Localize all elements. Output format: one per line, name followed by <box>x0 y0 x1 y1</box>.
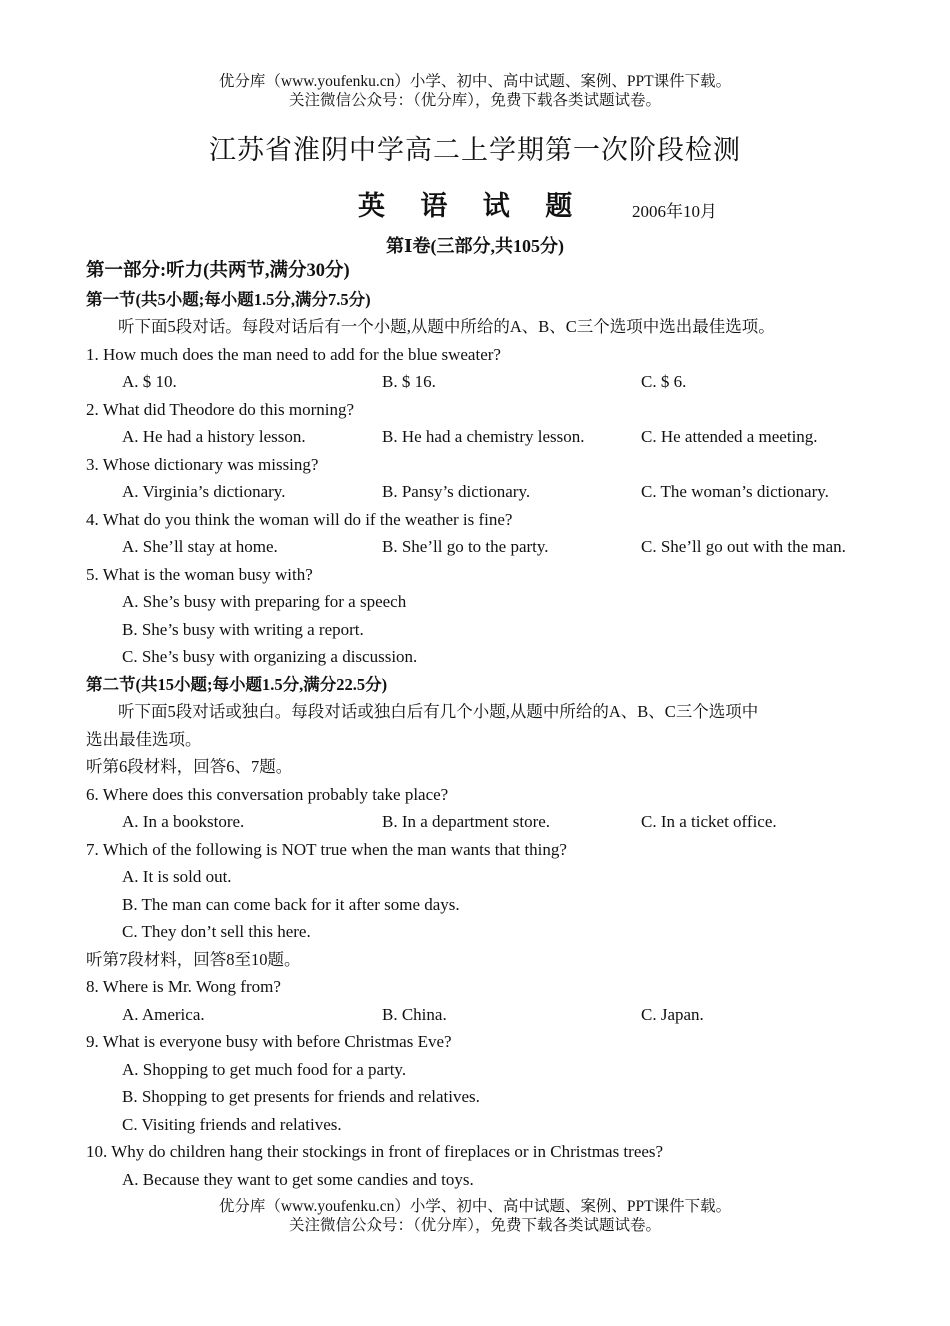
question-options <box>86 478 876 506</box>
question-options <box>86 423 876 451</box>
option-a: A. In a bookstore. <box>122 812 245 831</box>
question-stem: 5. What is the woman busy with? <box>86 564 313 584</box>
option-a: A. Virginia’s dictionary. <box>122 482 286 501</box>
option-a: A. Because they want to get some candies and toys. <box>122 1169 474 1189</box>
option-a: A. $ 10. <box>122 372 177 391</box>
banner-line-1: 优分库（www.youfenku.cn）小学、初中、高中试题、案例、PPT课件下载。 <box>218 1198 732 1215</box>
subject-title: 英 语 试 题 <box>358 191 586 222</box>
option-a: A. Shopping to get much food for a party. <box>122 1059 407 1079</box>
question-options <box>86 533 876 561</box>
question-stem: 10. Why do children hang their stockings in front of fireplaces or in Christmas trees? <box>86 1142 664 1161</box>
banner-line-2: 关注微信公众号：（优分库），免费下载各类试题试卷。 <box>288 92 661 109</box>
option-a: A. America. <box>122 1004 205 1024</box>
exam-content <box>86 258 876 1193</box>
subject-line <box>0 184 950 224</box>
material-6-note: 听第6段材料，回答6、7题。 <box>86 757 293 776</box>
material-7-note: 听第7段材料，回答8至10题。 <box>86 949 301 969</box>
option-b: B. The man can come back for it after some days. <box>122 894 460 914</box>
option-b: B. She’s busy with writing a report. <box>122 619 364 639</box>
option-c: C. In a ticket office. <box>641 812 777 831</box>
header-banner <box>0 72 950 110</box>
option-c: C. She’s busy with organizing a discussion. <box>122 647 418 666</box>
option-b: B. He had a chemistry lesson. <box>382 427 585 446</box>
volume-title: 第Ⅰ卷(三部分,共105分) <box>386 236 564 256</box>
question-options <box>86 1001 876 1029</box>
option-a: A. She’s busy with preparing for a speech <box>122 592 407 611</box>
part1-heading: 第一部分:听力(共两节,满分30分) <box>86 261 350 281</box>
option-b: B. Shopping to get presents for friends and relatives. <box>122 1087 480 1106</box>
option-c: C. Japan. <box>641 1004 704 1024</box>
option-c: C. Visiting friends and relatives. <box>122 1114 342 1134</box>
option-b: B. $ 16. <box>382 372 436 391</box>
question-stem: 6. Where does this conversation probably take place? <box>86 784 449 804</box>
section1-heading: 第一节(共5小题;每小题1.5分,满分7.5分) <box>86 289 371 309</box>
option-a: A. It is sold out. <box>122 867 232 886</box>
option-c: C. The woman’s dictionary. <box>641 482 829 501</box>
option-b: B. China. <box>382 1004 447 1024</box>
option-c: C. She’ll go out with the man. <box>641 537 846 556</box>
banner-line-2: 关注微信公众号：（优分库），免费下载各类试题试卷。 <box>288 1217 661 1234</box>
question-options <box>86 808 876 836</box>
question-stem: 3. Whose dictionary was missing? <box>86 454 319 474</box>
option-a: A. She’ll stay at home. <box>122 537 278 556</box>
section2-heading: 第二节(共15小题;每小题1.5分,满分22.5分) <box>86 674 388 694</box>
question-stem: 1. How much does the man need to add for the blue sweater? <box>86 344 501 364</box>
banner-line-1: 优分库（www.youfenku.cn）小学、初中、高中试题、案例、PPT课件下载。 <box>218 73 732 90</box>
question-stem: 8. Where is Mr. Wong from? <box>86 977 281 996</box>
section2-instruction-line2: 选出最佳选项。 <box>86 729 202 749</box>
question-stem: 9. What is everyone busy with before Christmas Eve? <box>86 1032 452 1051</box>
option-b: B. Pansy’s dictionary. <box>382 482 531 501</box>
option-b: B. She’ll go to the party. <box>382 537 549 556</box>
option-c: C. They don’t sell this here. <box>122 922 311 941</box>
option-c: C. He attended a meeting. <box>641 427 818 446</box>
question-stem: 7. Which of the following is NOT true when the man wants that thing? <box>86 839 567 859</box>
option-c: C. $ 6. <box>641 372 687 391</box>
footer-banner <box>0 1197 950 1235</box>
exam-title: 江苏省淮阴中学高二上学期第一次阶段检测 <box>209 135 741 165</box>
question-stem: 2. What did Theodore do this morning? <box>86 399 355 419</box>
section2-instruction-line1: 听下面5段对话或独白。每段对话或独白后有几个小题,从题中所给的A、B、C三个选项中 <box>118 702 759 721</box>
exam-date: 2006年10月 <box>632 202 717 221</box>
question-options <box>86 368 876 396</box>
option-a: A. He had a history lesson. <box>122 427 306 446</box>
section1-instruction: 听下面5段对话。每段对话后有一个小题,从题中所给的A、B、C三个选项中选出最佳选项。 <box>118 317 775 336</box>
question-stem: 4. What do you think the woman will do if the weather is fine? <box>86 509 513 529</box>
option-b: B. In a department store. <box>382 812 551 831</box>
